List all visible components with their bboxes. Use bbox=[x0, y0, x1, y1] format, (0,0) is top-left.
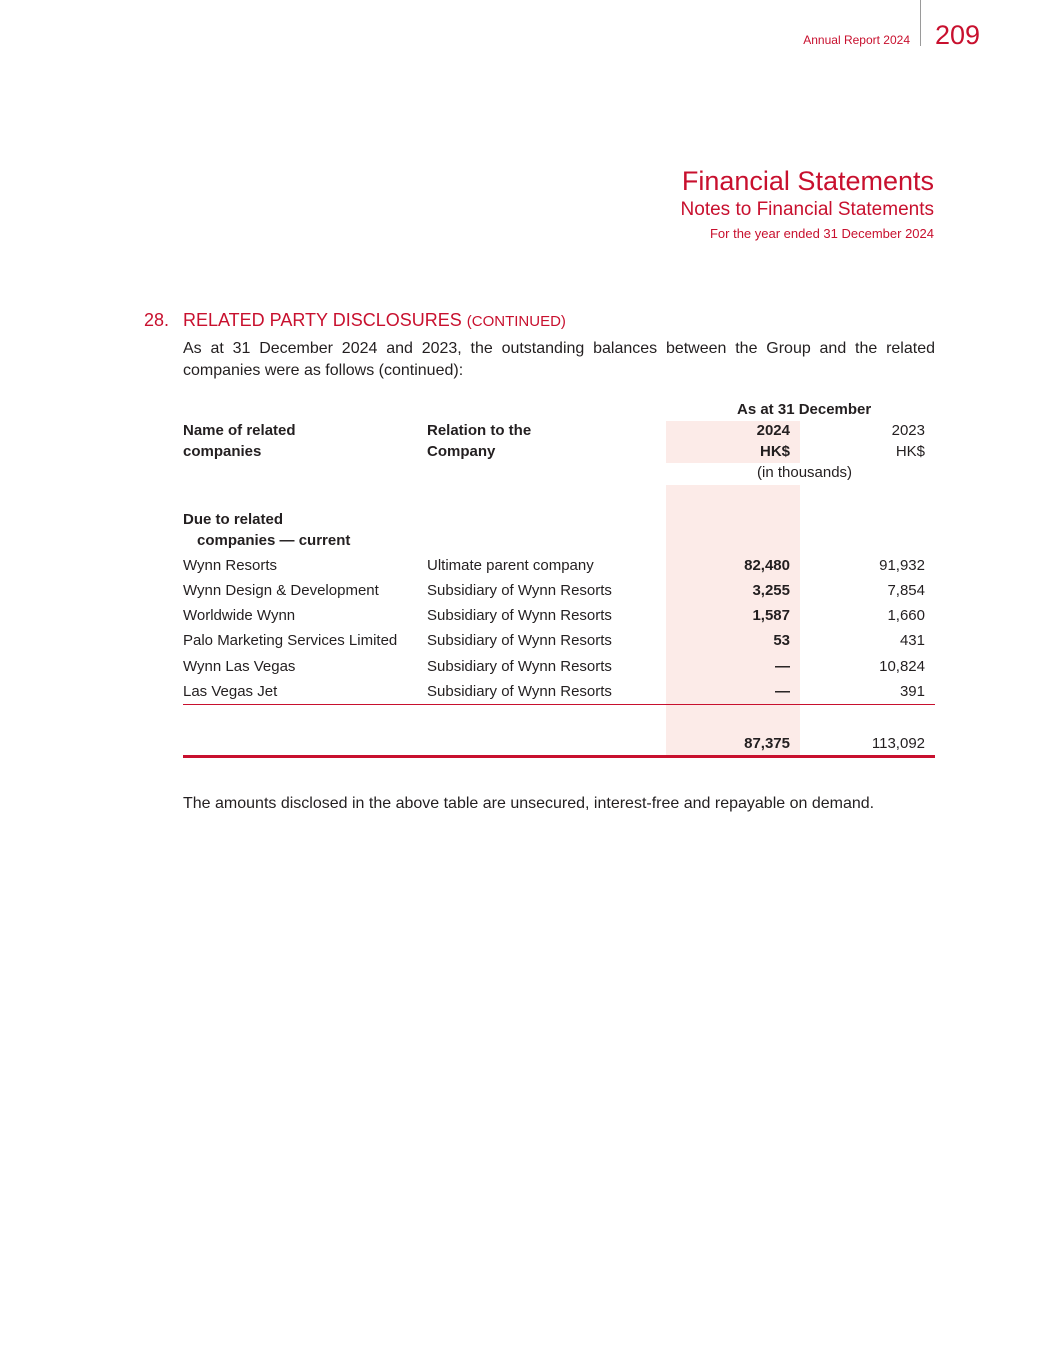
note-intro: As at 31 December 2024 and 2023, the outstanding balances between the Group and the related companies were as follows (continued): bbox=[183, 340, 935, 379]
total-rule bbox=[183, 755, 935, 758]
row-value-2023: 10,824 bbox=[879, 658, 925, 675]
row-value-2023: 431 bbox=[899, 632, 925, 649]
col-name-header-2: companies bbox=[183, 443, 262, 460]
row-value-2023: 391 bbox=[899, 683, 925, 700]
row-name: Wynn Las Vegas bbox=[183, 658, 296, 675]
col-2023-unit: HK$ bbox=[895, 443, 925, 460]
row-relation: Subsidiary of Wynn Resorts bbox=[427, 658, 612, 675]
row-relation: Subsidiary of Wynn Resorts bbox=[427, 582, 612, 599]
note-heading bbox=[144, 310, 566, 331]
row-name: Wynn Resorts bbox=[183, 557, 278, 574]
col-name-header-1: Name of related bbox=[183, 422, 296, 439]
col-relation-header-2: Company bbox=[427, 443, 496, 460]
col-relation-header-1: Relation to the bbox=[427, 422, 532, 439]
col-2024-unit: HK$ bbox=[759, 443, 790, 460]
row-value-2023: 1,660 bbox=[887, 607, 925, 624]
note-number: 28. bbox=[144, 310, 170, 330]
section-label-1: Due to related bbox=[183, 511, 284, 528]
row-relation: Subsidiary of Wynn Resorts bbox=[427, 607, 612, 624]
note-title: RELATED PARTY DISCLOSURES bbox=[183, 310, 462, 330]
row-name: Palo Marketing Services Limited bbox=[183, 632, 398, 649]
title-block bbox=[681, 166, 934, 244]
total-2024: 87,375 bbox=[744, 735, 790, 752]
col-2023-year: 2023 bbox=[891, 422, 925, 439]
row-value-2023: 7,854 bbox=[887, 582, 925, 599]
row-value-2024: 53 bbox=[773, 632, 790, 649]
scale-note: (in thousands) bbox=[757, 464, 853, 481]
subtotal-rule bbox=[183, 704, 935, 705]
row-relation: Ultimate parent company bbox=[427, 557, 594, 574]
header-divider bbox=[920, 0, 921, 46]
section-label-2: companies — current bbox=[197, 532, 351, 549]
row-value-2024: — bbox=[775, 683, 790, 700]
row-value-2024: 1,587 bbox=[752, 607, 790, 624]
row-value-2024: — bbox=[775, 658, 790, 675]
row-relation: Subsidiary of Wynn Resorts bbox=[427, 683, 612, 700]
section-title: Financial Statements bbox=[681, 166, 934, 196]
row-relation: Subsidiary of Wynn Resorts bbox=[427, 632, 612, 649]
group-header: As at 31 December bbox=[737, 401, 872, 418]
row-value-2023: 91,932 bbox=[879, 557, 925, 574]
running-header-label: Annual Report 2024 bbox=[803, 33, 910, 47]
period-label: For the year ended 31 December 2024 bbox=[709, 226, 934, 241]
row-name: Las Vegas Jet bbox=[183, 683, 278, 700]
footer-note: The amounts disclosed in the above table are unsecured, interest-free and repayable on demand. bbox=[183, 795, 875, 812]
col-2024-year: 2024 bbox=[756, 422, 790, 439]
note-continued: (CONTINUED) bbox=[466, 313, 566, 330]
page-number: 209 bbox=[935, 20, 981, 50]
row-name: Worldwide Wynn bbox=[183, 607, 296, 624]
row-value-2024: 3,255 bbox=[752, 582, 790, 599]
row-value-2024: 82,480 bbox=[744, 557, 790, 574]
section-subtitle: Notes to Financial Statements bbox=[680, 199, 934, 220]
total-2023: 113,092 bbox=[871, 735, 925, 752]
row-name: Wynn Design & Development bbox=[183, 582, 379, 599]
